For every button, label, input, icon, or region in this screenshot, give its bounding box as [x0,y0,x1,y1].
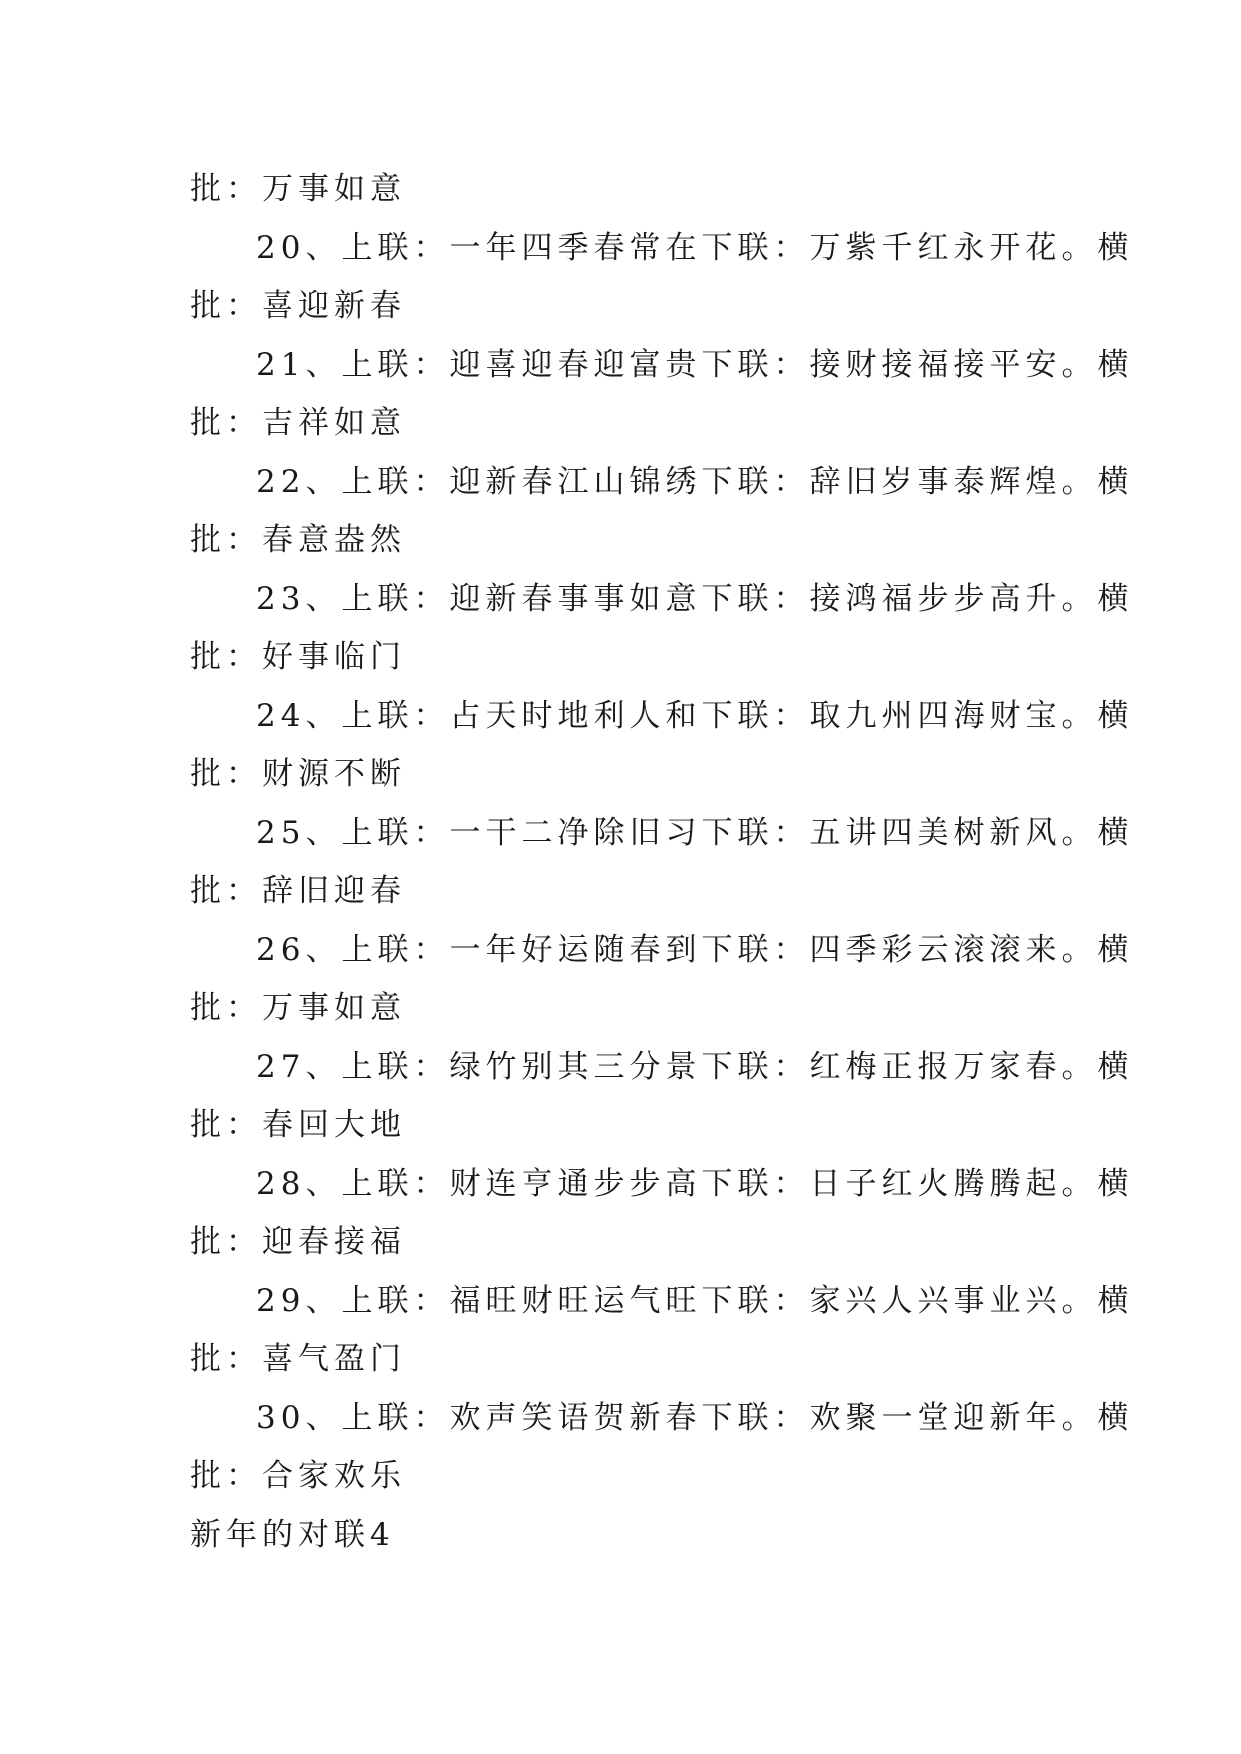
couplet-line: 20、上联：一年四季春常在下联：万紫千红永开花。横 [256,229,1134,266]
couplet-line: 28、上联：财连亨通步步高下联：日子红火腾腾起。横 [256,1165,1134,1202]
text-line: 批：吉祥如意 [190,405,406,441]
text-line: 批：喜气盈门 [190,1341,406,1377]
couplet-line: 22、上联：迎新春江山锦绣下联：辞旧岁事泰辉煌。横 [256,463,1134,500]
couplet-line: 23、上联：迎新春事事如意下联：接鸿福步步高升。横 [256,580,1134,617]
text-line: 批：万事如意 [190,990,406,1026]
text-line: 批：财源不断 [190,756,406,792]
text-line: 批：辞旧迎春 [190,873,406,909]
text-line: 批：万事如意 [190,171,406,207]
couplet-line: 21、上联：迎喜迎春迎富贵下联：接财接福接平安。横 [256,346,1134,383]
document-body [190,160,1134,1564]
section-heading: 新年的对联4 [190,1516,395,1553]
text-line: 批：喜迎新春 [190,288,406,324]
couplet-line: 27、上联：绿竹别其三分景下联：红梅正报万家春。横 [256,1048,1134,1085]
text-line: 批：春意盎然 [190,522,406,558]
couplet-line: 24、上联：占天时地利人和下联：取九州四海财宝。横 [256,697,1134,734]
text-line: 批：迎春接福 [190,1224,406,1260]
text-line: 批：合家欢乐 [190,1458,406,1494]
couplet-line: 30、上联：欢声笑语贺新春下联：欢聚一堂迎新年。横 [256,1399,1134,1436]
couplet-line: 29、上联：福旺财旺运气旺下联：家兴人兴事业兴。横 [256,1282,1134,1319]
couplet-line: 26、上联：一年好运随春到下联：四季彩云滚滚来。横 [256,931,1134,968]
text-line: 批：春回大地 [190,1107,406,1143]
couplet-line: 25、上联：一干二净除旧习下联：五讲四美树新风。横 [256,814,1134,851]
text-line: 批：好事临门 [190,639,406,675]
